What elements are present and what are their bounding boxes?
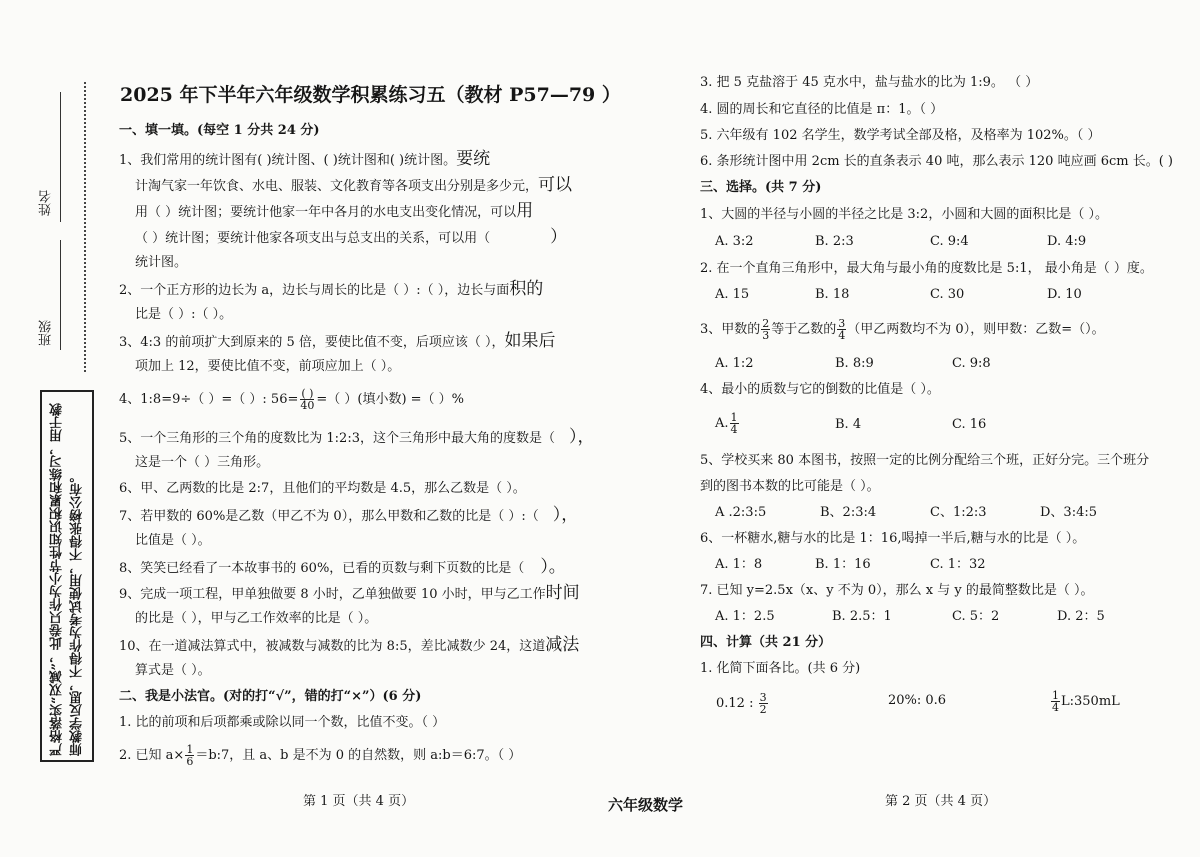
choice-4-opt-b: B. 4 [835, 417, 862, 432]
calc-item-3-fraction: $\frac{1}{4}$ [1052, 689, 1059, 714]
q4-fraction: $\frac{( )}{40}$ [300, 387, 315, 412]
choice-2: 2. 在一个直角三角形中，最大角与最小角的度数比是 5:1， 最小角是（ ）度。 [700, 261, 1153, 276]
name-underline [60, 92, 61, 222]
choice-5-opt-d: D、3:4:5 [1040, 505, 1097, 520]
q10-line-a: 10、在一道减法算式中，被减数与减数的比为 8:5，差比减数少 24，这道减法 [119, 635, 580, 655]
choice-3: 3、甲数的 $\frac{2}{3}$ 等于乙数的 $\frac{3}{4}$ （甲乙两数均不为 0），则甲数：乙数=（）。 [700, 317, 1105, 342]
notice-text: 严格落实“双减”，此卷只作为小节性知识积累和练习，用于教师教学反思，不得作为考试使用，不得张榜公布。 [50, 403, 85, 756]
q1-line-c: 用（ ）统计图；要统计他家一年中各月的水电支出变化情况，可以用 [135, 201, 534, 221]
q1-line-b: 计淘气家一年饮食、水电、服装、文化教育等各项支出分别是多少元，可以 [135, 175, 573, 195]
calc-item-2: 20%: 0.6 [888, 693, 947, 708]
calc-item-1-fraction: $\frac{3}{2}$ [759, 691, 767, 716]
q4-line: 4、1:8=9÷（ ）=（ ）: 56= $\frac{( )}{40}$ =（ ）(填小数) =（ ）% [119, 387, 465, 412]
choice-1-opt-d: D. 4:9 [1047, 234, 1087, 249]
choice-2-opt-a: A. 15 [715, 287, 750, 302]
q1-line-e: 统计图。 [135, 255, 188, 270]
judge-2: 2. 已知 a× $\frac{1}{6}$ ＝b:7，且 a、b 是不为 0 的自然数，则 a:b＝6:7。（ ） [119, 743, 522, 768]
choice-3-fraction-1: $\frac{2}{3}$ [762, 317, 770, 342]
class-label: 班级 [39, 320, 54, 346]
page-title: 2025 年下半年六年级数学积累练习五（教材 P57—79 ） [120, 84, 621, 106]
notice-box [40, 390, 94, 762]
choice-5-opt-a: A .2:3:5 [715, 505, 767, 520]
choice-6: 6、一杯糖水,糖与水的比是 1：16,喝掉一半后,糖与水的比是（ ）。 [700, 531, 1086, 546]
class-underline [60, 240, 61, 350]
section-4-heading: 四、计算（共 21 分） [700, 635, 832, 650]
choice-1-opt-c: C. 9:4 [930, 234, 969, 249]
choice-4-opt-c: C. 16 [952, 417, 987, 432]
q10-line-b: 算式是（ ）。 [135, 663, 211, 678]
q9-line-b: 的比是（ ），甲与乙工作效率的比是（ ）。 [135, 611, 378, 626]
choice-3-opt-b: B. 8:9 [835, 356, 874, 371]
choice-7-opt-d: D. 2：5 [1057, 609, 1105, 624]
choice-7: 7. 已知 y=2.5x（x、y 不为 0），那么 x 与 y 的最简整数比是（ ）。 [700, 583, 1094, 598]
choice-2-opt-b: B. 18 [815, 287, 850, 302]
q2-line-a: 2、一个正方形的边长为 a，边长与周长的比是（ ）:（ ），边长与面积的 [119, 279, 544, 299]
judge-1: 1. 比的前项和后项都乘或除以同一个数，比值不变。（ ） [119, 715, 446, 730]
q7-line-b: 比值是（ ）。 [135, 533, 211, 548]
calc-heading: 1. 化简下面各比。(共 6 分) [700, 661, 861, 676]
q9-line-a: 9、完成一项工程，甲单独做要 8 小时，乙单独做要 10 小时，甲与乙工作时间 [119, 583, 580, 603]
binding-line [84, 82, 86, 372]
choice-7-opt-a: A. 1：2.5 [715, 609, 775, 624]
judge-5: 5. 六年级有 102 名学生，数学考试全部及格，及格率为 102%。（ ） [700, 128, 1101, 143]
footer-page-2: 第 2 页（共 4 页） [885, 794, 997, 809]
q1-line-d: （ ）统计图；要统计他家各项支出与总支出的关系，可以用（ ） [135, 227, 568, 247]
q2-line-b: 比是（ ）:（ ）。 [135, 307, 233, 322]
choice-2-opt-c: C. 30 [930, 287, 965, 302]
choice-5-line-b: 到的图书本数的比可能是（ ）。 [700, 479, 880, 494]
q1-line-a: 1、我们常用的统计图有( )统计图、( )统计图和( )统计图。要统 [119, 149, 491, 169]
choice-5-opt-b: B、2:3:4 [820, 505, 877, 520]
section-1-heading: 一、填一填。(每空 1 分共 24 分) [119, 123, 320, 138]
q5-line-b: 这是一个（ ）三角形。 [135, 455, 270, 470]
choice-3-opt-a: A. 1:2 [715, 356, 754, 371]
choice-4-opt-a: A. $\frac{1}{4}$ [715, 411, 738, 436]
choice-4-opt-a-fraction: $\frac{1}{4}$ [730, 411, 738, 436]
choice-2-opt-d: D. 10 [1047, 287, 1082, 302]
judge-2-fraction: $\frac{1}{6}$ [186, 743, 194, 768]
choice-1: 1、大圆的半径与小圆的半径之比是 3:2，小圆和大圆的面积比是（ ）。 [700, 207, 1108, 222]
judge-6: 6. 条形统计图中用 2cm 长的直条表示 40 吨，那么表示 120 吨应画 6cm 长。( ) [700, 154, 1173, 169]
choice-3-fraction-2: $\frac{3}{4}$ [838, 317, 846, 342]
judge-4: 4. 圆的周长和它直径的比值是 π：1。（ ） [700, 102, 944, 117]
q5-line-a: 5、一个三角形的三个角的度数比为 1:2:3，这个三角形中最大角的度数是（ ）， [119, 427, 595, 447]
choice-5-opt-c: C、1:2:3 [930, 505, 987, 520]
name-label: 姓名 [39, 190, 54, 216]
choice-6-opt-b: B. 1：16 [815, 557, 871, 572]
q7-line-a: 7、若甲数的 60%是乙数（甲乙不为 0），那么甲数和乙数的比是（ ）:（ ）， [119, 505, 579, 525]
choice-7-opt-c: C. 5：2 [952, 609, 1000, 624]
choice-5-line-a: 5、学校买来 80 本图书，按照一定的比例分配给三个班，正好分完。三个班分 [700, 453, 1150, 468]
choice-3-opt-c: C. 9:8 [952, 356, 991, 371]
choice-1-opt-b: B. 2:3 [815, 234, 854, 249]
judge-3: 3. 把 5 克盐溶于 45 克水中，盐与盐水的比为 1:9。 （ ） [700, 75, 1039, 90]
q6-line: 6、甲、乙两数的比是 2:7，且他们的平均数是 4.5，那么乙数是（ ）。 [119, 481, 526, 496]
footer-center-subject: 六年级数学 [608, 796, 684, 814]
choice-6-opt-c: C. 1：32 [930, 557, 986, 572]
choice-1-opt-a: A. 3:2 [715, 234, 754, 249]
choice-7-opt-b: B. 2.5：1 [832, 609, 892, 624]
calc-item-3: $\frac{1}{4}$ L:350mL [1052, 689, 1120, 714]
calc-item-1: 0.12 : $\frac{3}{2}$ [716, 691, 767, 716]
choice-6-opt-a: A. 1：8 [715, 557, 763, 572]
q8-line: 8、笑笑已经看了一本故事书的 60%，已看的页数与剩下页数的比是（ ）。 [119, 557, 566, 577]
section-3-heading: 三、选择。(共 7 分) [700, 180, 822, 195]
footer-page-1: 第 1 页（共 4 页） [303, 794, 415, 809]
choice-4: 4、最小的质数与它的倒数的比值是（ ）。 [700, 382, 940, 397]
q3-line-a: 3、4:3 的前项扩大到原来的 5 倍，要使比值不变，后项应该（ ），如果后 [119, 331, 556, 351]
q3-line-b: 项加上 12，要使比值不变，前项应加上（ ）。 [135, 359, 401, 374]
section-2-heading: 二、我是小法官。(对的打“√”，错的打“×”）(6 分) [119, 689, 422, 704]
